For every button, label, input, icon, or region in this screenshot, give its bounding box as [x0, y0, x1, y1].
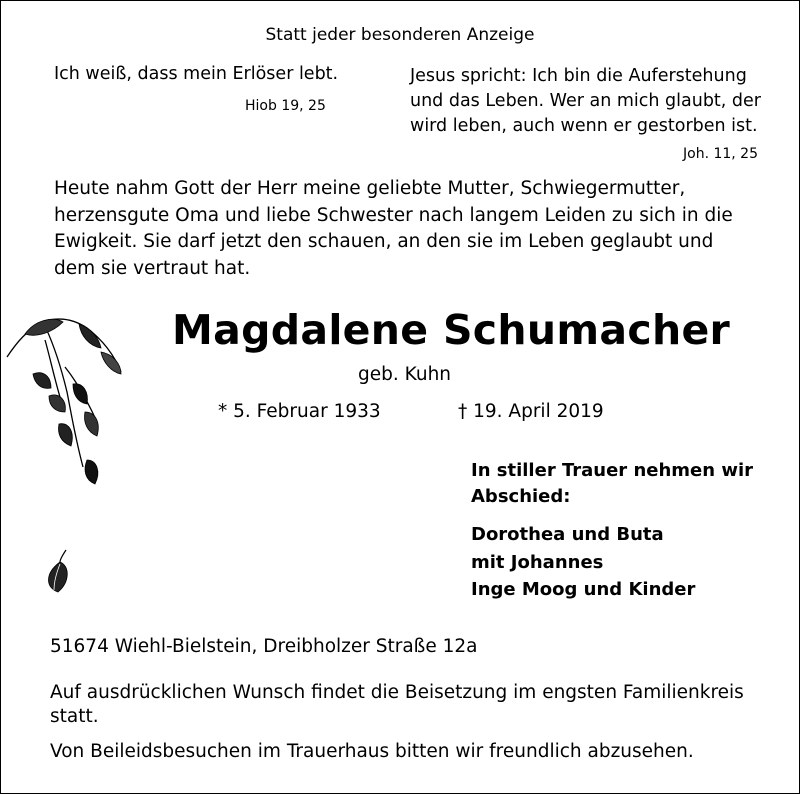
announcement-line: herzensgute Oma und liebe Schwester nach langem Leiden zu sich in die: [54, 204, 733, 226]
mourner: mit Johannes: [471, 551, 604, 573]
announcement-line: dem sie vertraut hat.: [54, 257, 251, 279]
verse-reference-left: Hiob 19, 25: [245, 98, 326, 114]
bible-verse-left: Ich weiß, dass mein Erlöser lebt.: [54, 64, 339, 84]
burial-note: [50, 681, 790, 729]
maiden-name: geb. Kuhn: [358, 364, 452, 385]
announcement-text: [54, 176, 794, 282]
birth-date: * 5. Februar 1933: [218, 401, 381, 422]
mourning-line: Abschied:: [471, 486, 571, 507]
notice-header: Statt jeder besonderen Anzeige: [265, 25, 535, 45]
deceased-name: Magdalene Schumacher: [172, 306, 731, 354]
announcement-line: Ewigkeit. Sie darf jetzt den schauen, an den sie im Leben geglaubt und: [54, 231, 714, 252]
mourner: Inge Moog und Kinder: [471, 579, 696, 600]
bible-verse-right: [410, 64, 790, 139]
mourners-list: [471, 521, 791, 604]
verse-line: Jesus spricht: Ich bin die Auferstehung: [410, 66, 747, 86]
burial-line: statt.: [50, 706, 99, 727]
birch-branch-icon: [5, 312, 135, 502]
condolence-note: Von Beileidsbesuchen im Trauerhaus bitten wir freundlich abzusehen.: [50, 741, 694, 762]
verse-reference-right: Joh. 11, 25: [683, 146, 758, 162]
verse-line: wird leben, auch wenn er gestorben ist.: [410, 116, 758, 136]
mourning-statement: [471, 458, 791, 510]
burial-line: Auf ausdrücklichen Wunsch findet die Beisetzung im engsten Familienkreis: [50, 682, 744, 703]
mourning-line: In stiller Trauer nehmen wir: [471, 460, 754, 481]
verse-line: und das Leben. Wer an mich glaubt, der: [410, 91, 761, 111]
leaf-icon: [40, 548, 74, 596]
announcement-line: Heute nahm Gott der Herr meine geliebte Mutter, Schwiegermutter,: [54, 178, 686, 199]
death-date: † 19. April 2019: [458, 401, 604, 422]
mourner: Dorothea und Buta: [471, 524, 664, 545]
mourning-house-address: 51674 Wiehl-Bielstein, Dreibholzer Straße 12a: [50, 636, 478, 657]
